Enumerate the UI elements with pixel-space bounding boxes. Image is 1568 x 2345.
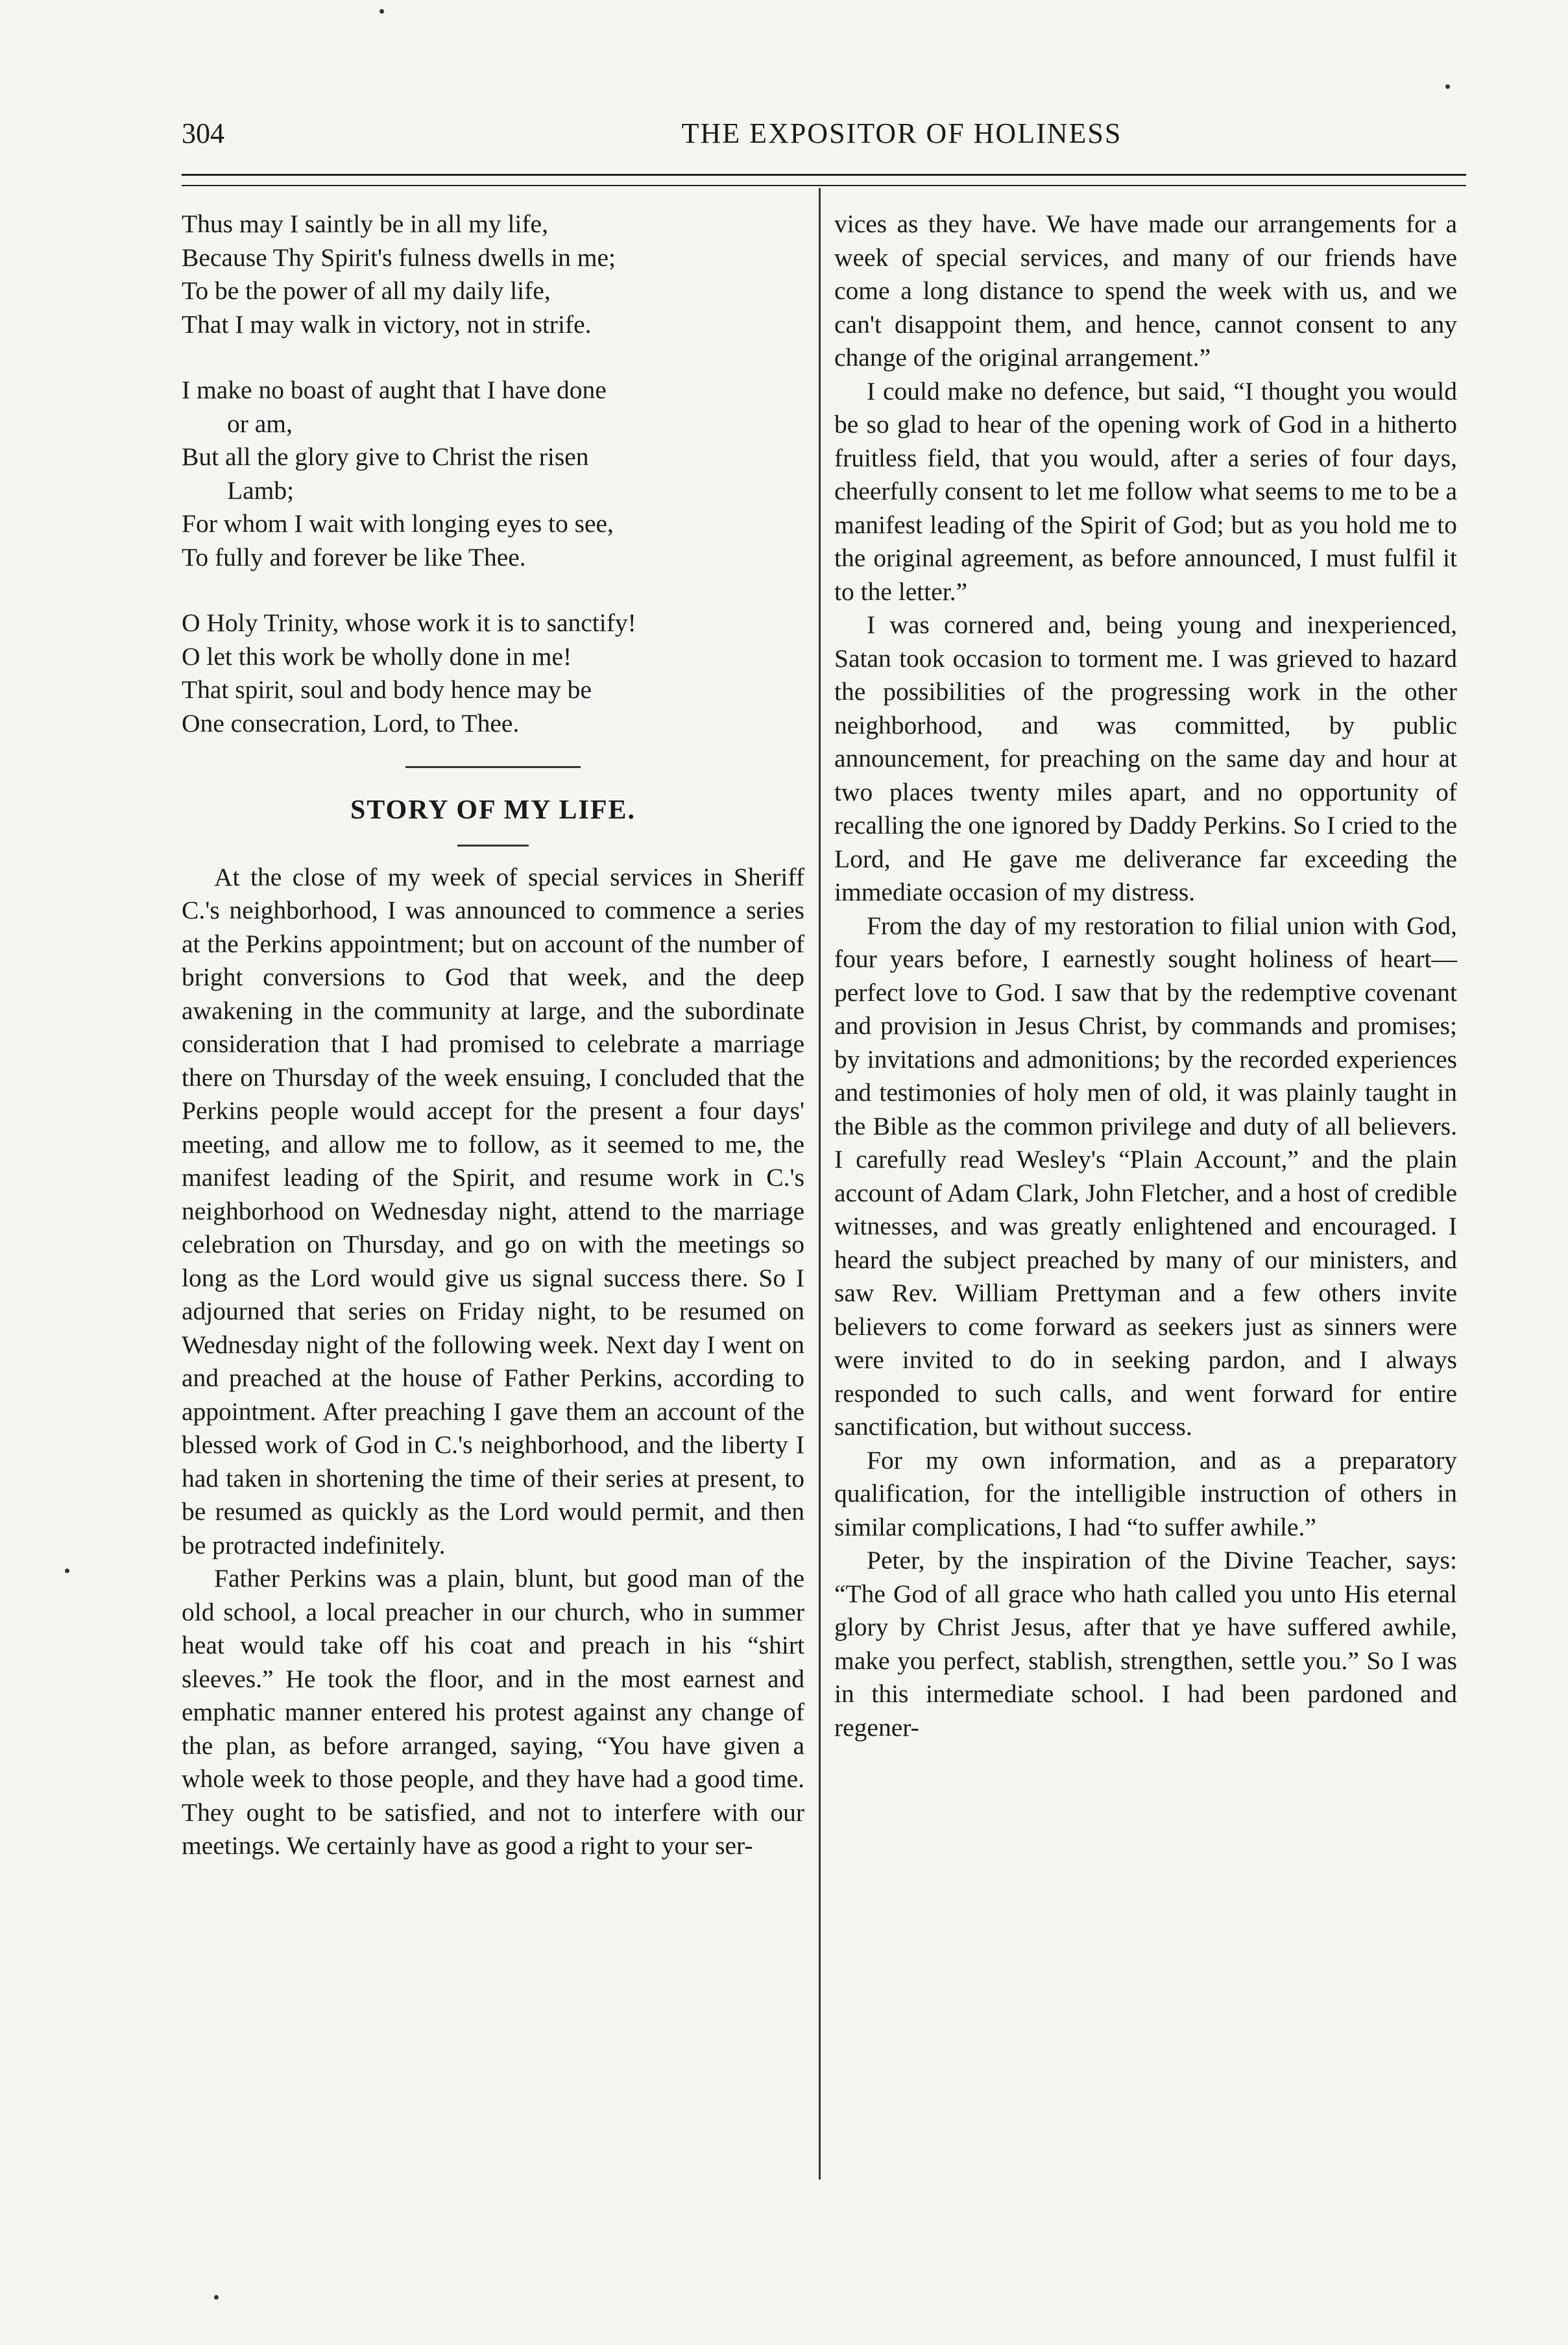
speck-mark (380, 9, 384, 14)
column-divider (819, 188, 821, 2180)
page-number: 304 (182, 117, 224, 149)
header-double-rule (182, 174, 1466, 186)
running-title: THE EXPOSITOR OF HOLINESS (681, 117, 1122, 149)
speck-mark (1445, 84, 1450, 89)
poem-stanza (182, 208, 804, 341)
poem-line: That spirit, soul and body hence may be (182, 675, 592, 704)
poem-line: or am, (227, 409, 293, 438)
poem-line: For whom I wait with longing eyes to see, (182, 509, 614, 538)
speck-mark (214, 2295, 219, 2300)
page-header (182, 117, 1466, 169)
poem-line: O Holy Trinity, whose work it is to sanctify! (182, 608, 636, 637)
article-paragraph: vices as they have. We have made our arrangements for a week of special services, and many of our friends have come a long distance to spend the week with us, and we can't disappoint them, and hence, cannot consent to any change of the original arrangement.” (834, 210, 1457, 372)
left-column (182, 208, 804, 1863)
poem-line: To fully and forever be like Thee. (182, 542, 526, 571)
article-paragraph: At the close of my week of special services in Sheriff C.'s neighborhood, I was announced to commence a series at the Perkins appointment; but on account of the number of bright conversions to God that week, and the deep awakening in the community at large, and the subordinate consideration that I had promised to celebrate a marriage there on Thursday of the week ensuing, I concluded that the Perkins people would accept for the present a four days' meeting, and allow me to follow, as it seemed to me, the manifest leading of the Spirit, and resume work in C.'s neighborhood on Wednesday night, attend to the marriage celebration on Thursday, and go on with the meetings so long as the Lord would give us signal success there. So I adjourned that series on Friday night, to be resumed on Wednesday night of the following week. Next day I went on and preached at the house of Father Perkins, according to appointment. After preaching I gave them an account of the blessed work of God in C.'s neighborhood, and the liberty I had taken in shortening the time of their series at present, to be resumed as quickly as the Lord would permit, and then be protracted indefinitely. (182, 862, 804, 1559)
article-paragraph: Peter, by the inspiration of the Divine Teacher, says: “The God of all grace who hath called you unto His eternal glory by Christ Jesus, after that ye have suffered awhile, make you perfect, stablish, strengthen, settle you.” So I was in this intermediate school. I had been pardoned and regener- (834, 1546, 1457, 1742)
title-underline (457, 845, 529, 847)
poem-line: Lamb; (227, 475, 295, 505)
poem-line: To be the power of all my daily life, (182, 276, 551, 305)
poem-line: Because Thy Spirit's fulness dwells in me; (182, 243, 616, 272)
poem-line: I make no boast of aught that I have done (182, 376, 607, 404)
article-title: STORY OF MY LIFE. (350, 795, 636, 825)
article-paragraph: For my own information, and as a preparatory qualification, for the intelligible instruction of others in similar complications, I had “to suffer awhile.” (834, 1445, 1457, 1541)
poem-line: That I may walk in victory, not in strife. (182, 309, 592, 339)
article-paragraph: From the day of my restoration to filial union with God, four years before, I earnestly sought holiness of heart—perfect love to God. I saw that by the redemptive covenant and provision in Jesus Christ, by commands and promises; by invitations and admonitions; by the recorded experiences and testimonies of holy men of old, it was plainly taught in the Bible as the common privilege and duty of all believers. I carefully read Wesley's “Plain Account,” and the plain account of Adam Clark, John Fletcher, and a host of credible witnesses, and was greatly enlightened and encouraged. I heard the subject preached by many of our ministers, and saw Rev. William Prettyman and a few others invite believers to come forward as seekers just as sinners were were invited to do in seeking pardon, and I always responded to such calls, and went forward for entire sanctification, but without success. (834, 911, 1457, 1441)
poem-stanza (182, 607, 804, 740)
poem-line: Thus may I saintly be in all my life, (182, 210, 548, 238)
poem-stanza (182, 374, 804, 574)
poem-line: But all the glory give to Christ the risen (182, 442, 589, 471)
poem-line: One consecration, Lord, to Thee. (182, 708, 520, 738)
article-paragraph: I could make no defence, but said, “I thought you would be so glad to hear of the opening work of God in a hitherto fruitless field, that you would, after a series of four days, cheerfully consent to let me follow what seems to me to be a manifest leading of the Spirit of God; but as you hold me to the original agreement, as before announced, I must fulfil it to the letter.” (834, 376, 1457, 606)
poem-line: O let this work be wholly done in me! (182, 642, 572, 671)
section-divider (405, 766, 581, 768)
article-paragraph: I was cornered and, being young and inexperienced, Satan took occasion to torment me. I was grieved to hazard the possibilities of the progressing work in the other neighborhood, and was committed, by public announcement, for preaching on the same day and hour at two places twenty miles apart, and no opportunity of recalling the one ignored by Daddy Perkins. So I cried to the Lord, and He gave me deliverance far exceeding the immediate occasion of my distress. (834, 610, 1457, 906)
article-paragraph: Father Perkins was a plain, blunt, but good man of the old school, a local preacher in our church, who in summer heat would take off his coat and preach in his “shirt sleeves.” He took the floor, and in the most earnest and emphatic manner entered his protest against any change of the plan, as before arranged, saying, “You have given a whole week to those people, and they have had a good time. They ought to be satisfied, and not to interfere with our meetings. We certainly have as good a right to your ser- (182, 1564, 804, 1860)
speck-mark (65, 1569, 69, 1573)
right-column (834, 208, 1457, 1744)
